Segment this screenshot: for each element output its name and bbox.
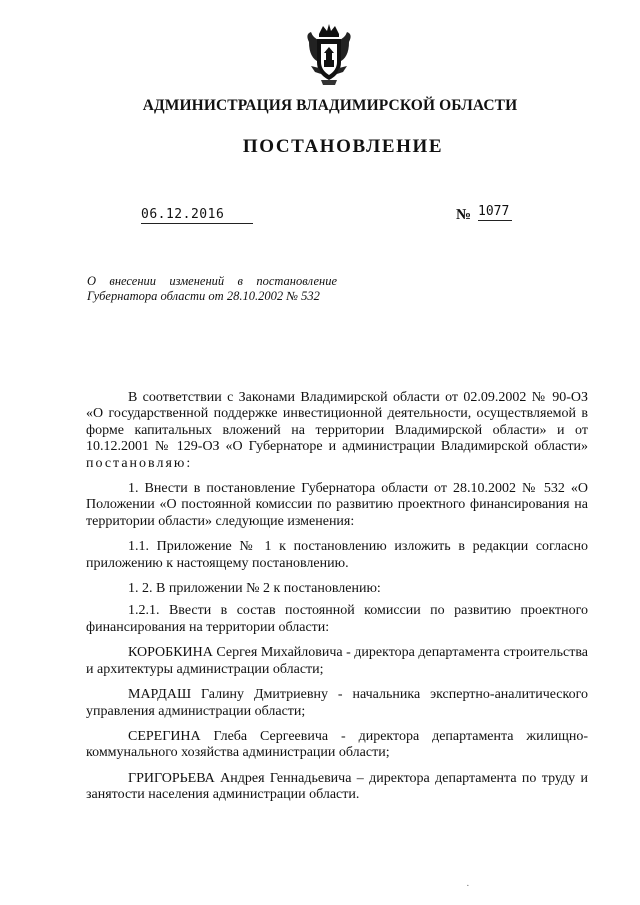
paragraph-1-2-1: 1.2.1. Ввести в состав постоянной комиссии по развитию проектного финансирования на территории области:: [86, 603, 588, 635]
member-grigoriev: ГРИГОРЬЕВА Андрея Геннадьевича – директора департамента по труду и занятости населения администрации области.: [86, 770, 588, 803]
subject-line-2: Губернатора области от 28.10.2002 № 532: [87, 289, 320, 303]
document-number: 1077: [478, 204, 512, 221]
organization-name: АДМИНИСТРАЦИЯ ВЛАДИМИРСКОЙ ОБЛАСТИ: [142, 97, 518, 114]
coat-of-arms-emblem: [301, 22, 357, 88]
document-type-title: ПОСТАНОВЛЕНИЕ: [242, 136, 444, 157]
preamble-text: В соответствии с Законами Владимирской области от 02.09.2002 № 90-ОЗ «О государственной поддержке инвестиционной деятельности, осуществляемой в форме капитальных вложений на территории Владимирской области» и от 10.12.2001 № 129-ОЗ «О Губернаторе и администрации Владимирской области»: [86, 390, 588, 455]
member-korobkin: КОРОБКИНА Сергея Михайловича - директора департамента строительства и архитектуры администрации области;: [86, 645, 588, 677]
preamble-paragraph: [86, 390, 588, 472]
member-mardash: МАРДАШ Галину Дмитриевну - начальника экспертно-аналитического управления администрации области;: [86, 687, 588, 719]
document-date: 06.12.2016: [141, 207, 253, 224]
document-subject: [87, 274, 337, 304]
number-label: №: [456, 207, 472, 223]
paragraph-1: 1. Внести в постановление Губернатора области от 28.10.2002 № 532 «О Положении «О постоянной комиссии по развитию проектного финансирования на территории области» следующие изменения:: [86, 481, 588, 529]
member-seregin: СЕРЕГИНА Глеба Сергеевича - директора департамента жилищно-коммунального хозяйства администрации области;: [86, 728, 588, 761]
document-body: [86, 390, 588, 813]
decree-word: постановляю:: [86, 455, 193, 471]
subject-line-1: О внесении изменений в постановление: [87, 274, 337, 288]
paragraph-1-2: 1. 2. В приложении № 2 к постановлению:: [128, 581, 381, 597]
paragraph-1-1: 1.1. Приложение № 1 к постановлению изложить в редакции согласно приложению к настоящему постановлению.: [86, 539, 588, 571]
page-mark: ·: [466, 880, 470, 892]
